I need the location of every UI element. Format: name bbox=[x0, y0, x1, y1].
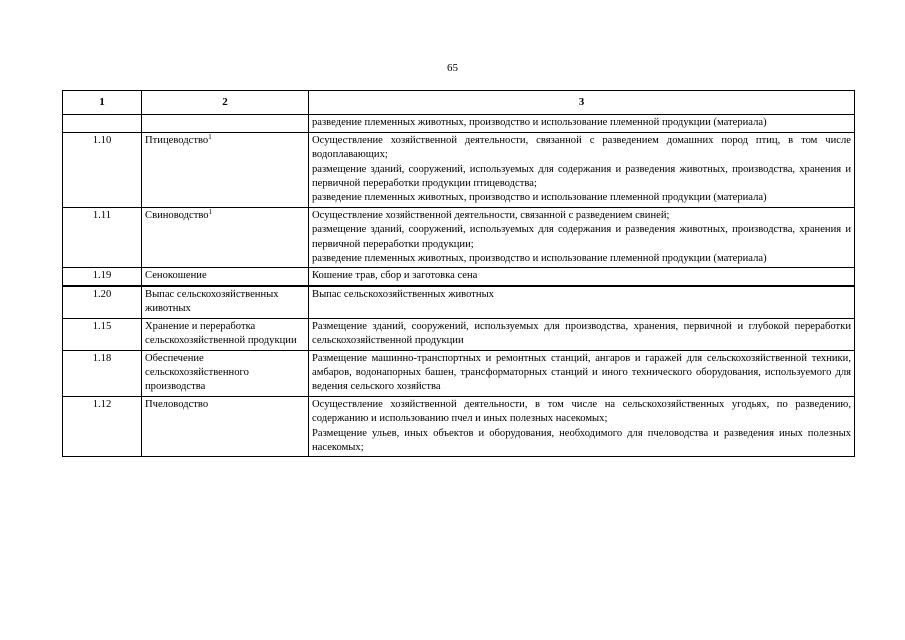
row-description bbox=[309, 396, 855, 457]
row-name: Птицеводство bbox=[145, 134, 209, 146]
row-code: 1.18 bbox=[63, 350, 142, 396]
row-name-cell bbox=[142, 207, 309, 268]
description-paragraph: разведение племенных животных, производство и использование племенной продукции (материала) bbox=[312, 192, 767, 204]
column-header-name: 2 bbox=[142, 91, 309, 115]
table-row bbox=[63, 268, 855, 286]
row-code: 1.15 bbox=[63, 318, 142, 350]
row-description bbox=[309, 207, 855, 268]
table-row bbox=[63, 115, 855, 132]
table-row bbox=[63, 318, 855, 350]
column-header-code: 1 bbox=[63, 91, 142, 115]
table-body bbox=[63, 115, 855, 457]
land-use-table bbox=[62, 90, 855, 457]
row-name-cell bbox=[142, 350, 309, 396]
row-name: Пчеловодство bbox=[145, 398, 209, 410]
description-paragraph: размещение зданий, сооружений, используемых для содержания и разведения животных, производства, хранения и первичной переработки продукции птицеводства; bbox=[312, 163, 851, 190]
description-paragraph: Осуществление хозяйственной деятельности, связанной с разведением свиней; bbox=[312, 209, 670, 221]
description-paragraph: размещение зданий, сооружений, используемых для содержания и разведения животных, производства, хранения и первичной переработки продукции; bbox=[312, 224, 851, 250]
description-paragraph: Осуществление хозяйственной деятельности, связанной с разведением домашних пород птиц, в том числе водоплавающих; bbox=[312, 134, 851, 161]
table-row bbox=[63, 350, 855, 396]
row-description bbox=[309, 286, 855, 318]
row-name-cell bbox=[142, 268, 309, 286]
row-name-cell bbox=[142, 318, 309, 350]
column-header-description: 3 bbox=[309, 91, 855, 115]
row-name-cell bbox=[142, 132, 309, 207]
row-description bbox=[309, 318, 855, 350]
row-code: 1.11 bbox=[63, 207, 142, 268]
table-row bbox=[63, 207, 855, 268]
row-code: 1.10 bbox=[63, 132, 142, 207]
footnote-marker: 1 bbox=[208, 132, 212, 141]
table-row bbox=[63, 396, 855, 457]
description-paragraph: Размещение зданий, сооружений, используемых для производства, хранения, первичной и глубокой переработки сельскохозяйственной продукции bbox=[312, 320, 851, 347]
page-number: 65 bbox=[447, 62, 458, 74]
row-description bbox=[309, 350, 855, 396]
description-paragraph: разведение племенных животных, производство и использование племенной продукции (материала) bbox=[312, 253, 767, 265]
row-name: Выпас сельскохозяйственных животных bbox=[145, 288, 279, 315]
row-name: Обеспечение сельскохозяйственного производства bbox=[145, 352, 249, 393]
row-name: Хранение и переработка сельскохозяйственной продукции bbox=[145, 320, 297, 347]
row-code: 1.12 bbox=[63, 396, 142, 457]
description-paragraph: Кошение трав, сбор и заготовка сена bbox=[312, 270, 478, 282]
row-code bbox=[63, 115, 142, 132]
table-row bbox=[63, 286, 855, 318]
row-name: Сенокошение bbox=[145, 270, 207, 282]
description-paragraph: разведение племенных животных, производство и использование племенной продукции (материала) bbox=[312, 117, 767, 129]
row-code: 1.19 bbox=[63, 268, 142, 286]
row-description bbox=[309, 132, 855, 207]
description-paragraph: Размещение машинно-транспортных и ремонтных станций, ангаров и гаражей для сельскохозяйственной техники, амбаров, водонапорных башен, трансформаторных станций и иного технического оборудования, используемого для ведения сельского хозяйства bbox=[312, 352, 851, 393]
table-row bbox=[63, 132, 855, 207]
row-description bbox=[309, 268, 855, 286]
row-name-cell bbox=[142, 115, 309, 132]
row-description bbox=[309, 115, 855, 132]
description-paragraph: Выпас сельскохозяйственных животных bbox=[312, 288, 494, 300]
description-paragraph: Осуществление хозяйственной деятельности, в том числе на сельскохозяйственных угодьях, по разведению, содержанию и использованию пчел и иных полезных насекомых; bbox=[312, 398, 851, 425]
description-paragraph: Размещение ульев, иных объектов и оборудования, необходимого для пчеловодства и разведения иных полезных насекомых; bbox=[312, 427, 851, 453]
row-name: Свиноводство bbox=[145, 209, 209, 221]
row-name-cell bbox=[142, 286, 309, 318]
footnote-marker: 1 bbox=[208, 207, 213, 216]
row-name-cell bbox=[142, 396, 309, 457]
row-code: 1.20 bbox=[63, 286, 142, 318]
table-header-row bbox=[63, 91, 855, 115]
